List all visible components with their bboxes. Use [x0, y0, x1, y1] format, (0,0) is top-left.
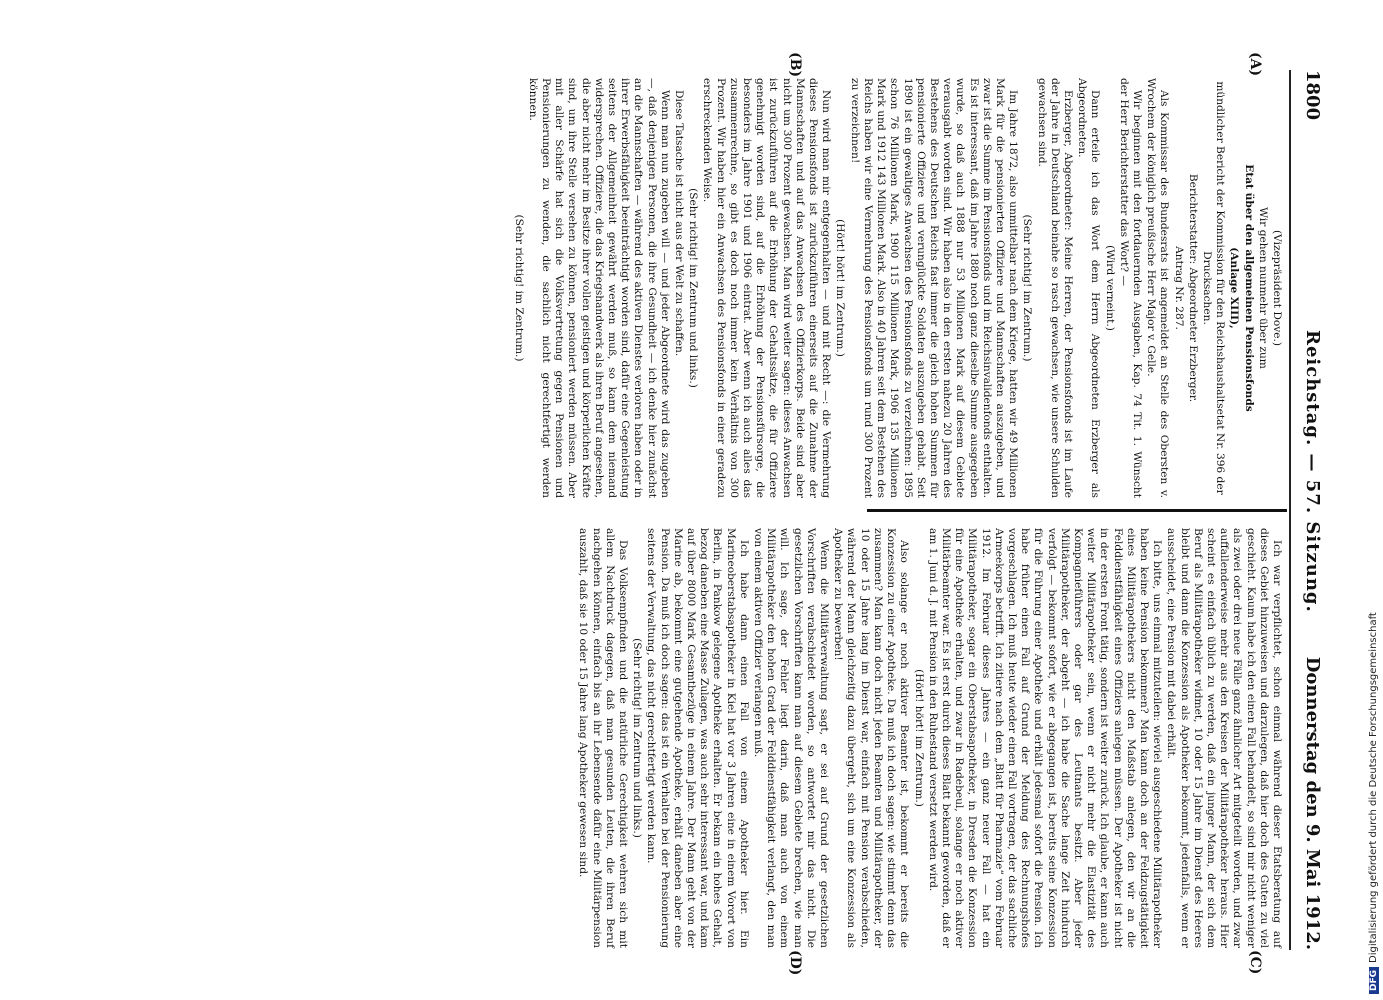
column-divider: [867, 509, 1287, 512]
paragraph: Im Jahre 1872, also unmittelbar nach dem Kriege, hatten wir 49 Millionen Mark für die pensionierten Offiziere und Mannschaften auszugeben, und zwar ist die Summe im Pensionsfonds und im Reichsinvalidenfonds enthalten. Es ist interessant, daß im Jahre 1880 noch ganz dieselbe Summe ausgegeben wurde, so daß auch 1888 nur 53 Millionen Mark auf diesem Gebiete verausgabt worden sind. Wir haben also in den ersten nahezu 20 Jahren des Bestehens des Deutschen Reichs fast immer die gleich hohen Summen für pensionierte Offiziere und verunglückte Soldaten auszugeben gehabt. Seit 1890 ist ein gewaltiges Anwachsen des Pensionsfonds zu verzeichnen: 1895 schon 76 Millionen Mark, 1900 115 Millionen Mark, 1906 135 Millionen Mark und 1912 143 Millionen Mark. Also in 40 Jahren seit dem Bestehen des Reichs haben wir eine Vermehrung des Pensionsfonds um rund 300 Prozent zu verzeichnen!: [848, 78, 1020, 498]
paragraph: Wir beginnen mit den fortdauernden Ausgaben, Kap. 74 Tit. 1. Wünscht der Herr Berichterstatter das Wort? —: [1117, 78, 1143, 498]
margin-mark-d: (D): [787, 950, 803, 976]
paragraph: mündlicher Bericht der Kommission für den Reichshaushaltsetat Nr. 396 der Drucksachen.: [1200, 81, 1227, 495]
dfg-logo: DFG: [1369, 967, 1379, 994]
digitization-credit: [1368, 612, 1379, 994]
margin-mark-c: (C): [1247, 950, 1263, 975]
paragraph: Ich habe dann einen Fall von einem Apotheker hier. Ein Marineoberstabsapotheker in Kiel hat vor 3 Jahren eine in einem Vorort von Berlin, in Pankow gelegene Apotheke erhalten. Er bekam ein hohes Gehalt, bezog daneben eine Masse Zulagen, was auch sehr interessant war, und kam auf über 8000 Mark Gesamtbezüge in einem Jahre. Der Mann geht von der Marine ab, bekommt eine gutgehende Apotheke, erhält daneben aber eine Pension. Da muß ich doch sagen: das ist ein Verhalten bei der Pensionierung seitens der Verwaltung, das nicht gerechtfertigt werden kann.: [645, 528, 750, 948]
paragraph: Wir gehen nunmehr über zum: [1256, 207, 1269, 369]
paragraph: (Hört! hört! im Zentrum.): [834, 219, 847, 357]
paragraph: Als Kommissar des Bundesrats ist angemeldet an Stelle des Obersten v. Wrochem der königlich preußische Herr Major v. Gelle.: [1145, 78, 1171, 498]
paragraph: Also solange er noch aktiver Beamter ist, bekommt er bereits die Konzession zu einer Apotheke. Da muß ich doch sagen: wie stimmt denn das zusammen? Man kann doch nicht jeden Beamten und Militärapotheker, der 10 oder 15 Jahre lang im Dienst war, einfach mit Pension verabschieden, während der Mann gleichzeitig dazu übergeht, sich um eine Konzession als Apotheker zu bewerben!: [832, 528, 911, 948]
paragraph: Ich bitte, uns einmal mitzuteilen: wieviel ausgeschiedene Militärapotheker haben keine Pension bekommen? Man kann doch an der Feldzugstätigkeit eines Militärapothekers nicht den Maßstab anlegen, den wir an die Felddienstfähigkeit eines Offiziers anlegen müssen. Der Apotheker ist nicht in der ersten Front tätig, sondern ist weiter zurück. Ich glaube, er kann auch weiter Militärapotheker sein, wenn er nicht mehr die Elastizität des Kompagnieführers oder gar des Leutnants besitzt. Aber jeder Militärapotheker, der abgeht — ich habe die Sache lange Zeit hindurch verfolgt — bekommt sofort, wie er abgegangen ist, bereits seine Konzession für die Führung einer Apotheke und erhält jedesmal sofort die Pension. Ich habe früher einen Fall auf Grund der Meldung des Rechnungshofes vorgeschlagen. Ich muß heute wieder einen Fall vortragen, der das sachliche Armeekorps betrifft. Ich zitiere nach dem „Blatt für Pharmazie“ vom Februar 1912. Im Februar dieses Jahres — ein ganz neuer Fall — hat ein Militärapotheker, sogar ein Oberstabsapotheker, in Dresden die Konzession für eine Apotheke erhalten, und zwar in Radebeul, solange er noch aktiver Militärbeamter war. Es ist erst durch dieses Blatt bekannt geworden, daß er am 1. Juni d. J. mit Pension in den Ruhestand versetzt werden wird.: [926, 528, 1164, 948]
paragraph: (Sehr richtig! im Zentrum und links.): [687, 188, 700, 388]
credit-text: Digitalisierung gefördert durch die Deutsche Forschungsgemeinschaft: [1368, 612, 1379, 963]
paragraph: Diese Tatsache ist nicht aus der Welt zu schaffen.: [673, 90, 686, 357]
paragraph: (Anlage XIII),: [1228, 247, 1241, 329]
paragraph: (Wird verneint.): [1103, 245, 1116, 331]
paragraph: Erzberger, Abgeordneter: Meine Herren, der Pensionsfonds ist im Laufe der Jahre in Deutschland beinahe so rasch gewachsen, wie unsere Schulden gewachsen sind.: [1035, 78, 1074, 498]
running-title: Reichstag. — 57. Sitzung.: [1302, 330, 1323, 613]
paragraph: (Sehr richtig! im Zentrum.): [1021, 214, 1034, 362]
header-rule: [1289, 70, 1291, 950]
paragraph: Ich war verpflichtet, schon einmal während dieser Etatsberatung auf dieses Gebiet hinzuweisen und darzulegen, daß hier doch des Guten zu viel geschieht. Kaum habe ich den einen Fall behandelt, so sind mir nicht weniger als zwei oder drei neue Fälle ganz ähnlicher Art mitgeteilt worden, und zwar auffallenderweise mehr aus den Kreisen der Militärapotheker heraus. Hier scheint es einfach üblich zu werden, daß ein junger Mann, der sich dem Beruf als Militärapotheker widmet, 10 oder 15 Jahre im Dienst des Heeres bleibt und dann die Konzession als Apotheker bekommt, jedenfalls, wenn er ausscheidet, eine Pension mit dabei erhält.: [1165, 528, 1283, 948]
paragraph: Das Volksempfinden und die natürliche Gerechtigkeit wehren sich mit allem Nachdruck dagegen, daß man gesunden Leuten, die ihren Beruf nachgehen können, einfach bis an ihr Lebensende dafür eine Militärpension auszahlt, daß sie 10 oder 15 Jahre lang Apotheker gewesen sind.: [577, 528, 630, 948]
paragraph: Berichterstatter: Abgeordneter Erzberger.: [1186, 173, 1199, 403]
paragraph: (Hört! hört! im Zentrum.): [912, 669, 925, 807]
paragraph: (Sehr richtig! im Zentrum.): [512, 214, 525, 362]
left-column: [510, 78, 1283, 498]
session-date: Donnerstag den 9. Mai 1912.: [1302, 656, 1323, 950]
margin-mark-a: (A): [1247, 52, 1263, 77]
paragraph: Antrag Nr. 287.: [1172, 246, 1185, 330]
page-header: [1293, 70, 1323, 950]
paragraph: Wenn die Militärverwaltung sagt, er sei auf Grund der gesetzlichen Vorschriften verabschiedet worden, so antwortet mir das nicht. Die gesetzlichen Vorschriften kann man auf diesem Gebiete brechen, wie man will. Ich sage, der Fehler liegt darin, daß man auch von einem Militärapotheker den hohen Grad der Felddienstfähigkeit verlangt, den man von einem aktiven Offizier verlangen muß.: [752, 528, 831, 948]
paragraph: Wenn man nun zugeben will — und jeder Abgeordnete wird das zugeben —, daß denjenigen Personen, die ihre Gesundheit — ich denke hier zunächst an die Mannschaften — während des aktiven Dienstes verloren haben oder in ihrer Erwerbsfähigkeit beeinträchtigt worden sind, dafür eine Gegenleistung seitens der Allgemeinheit gewährt werden muß, so kann dem niemand widersprechen. Offiziere, die das Kriegshandwerk als ihren Beruf angesehen, die aber nicht mehr im Besitze ihrer vollen geistigen und körperlichen Kräfte sind, um ihre Stelle versehen zu können, pensioniert werden müssen. Aber mit aller Schärfe hat sich die Volksvertretung gegen Pensionen und Pensionierungen zu wenden, die sachlich nicht gerechtfertigt werden können.: [526, 78, 671, 498]
right-column: [575, 528, 1283, 948]
paragraph: (Vizepräsident Dove.): [1271, 230, 1283, 346]
margin-mark-b: (B): [787, 52, 803, 78]
paragraph: (Sehr richtig! im Zentrum und links.): [631, 638, 644, 838]
paragraph: Dann erteile ich das Wort dem Herrn Abgeordneten Erzberger als Abgeordneten.: [1076, 78, 1102, 498]
page-number: 1800: [1302, 70, 1323, 121]
agenda-title: Etat über den allgemeinen Pensionsfonds: [1242, 164, 1255, 412]
paragraph: Nun wird man mir entgegenhalten — und mit Recht —: die Vermehrung dieses Pensionsfonds ist zurückzuführen einerseits auf die Zunahme der Mannschaften und auf das Anwachsen des Offizierkorps. Beide sind aber nicht um 300 Prozent gewachsen. Man wird weiter sagen: dieses Anwachsen ist zurückzuführen auf die Erhöhung der Gehaltssätze, die für Offiziere genehmigt worden sind, auf die Erhöhung der Pensionsfürsorge, die besonders im Jahre 1901 und 1906 eintrat. Aber wenn ich auch alles das zusammenrechne, so gibt es doch noch immer kein Verhältnis von 300 Prozent. Wir haben hier ein Anwachsen des Pensionsfonds in einer geradezu erschreckenden Weise.: [701, 78, 833, 498]
